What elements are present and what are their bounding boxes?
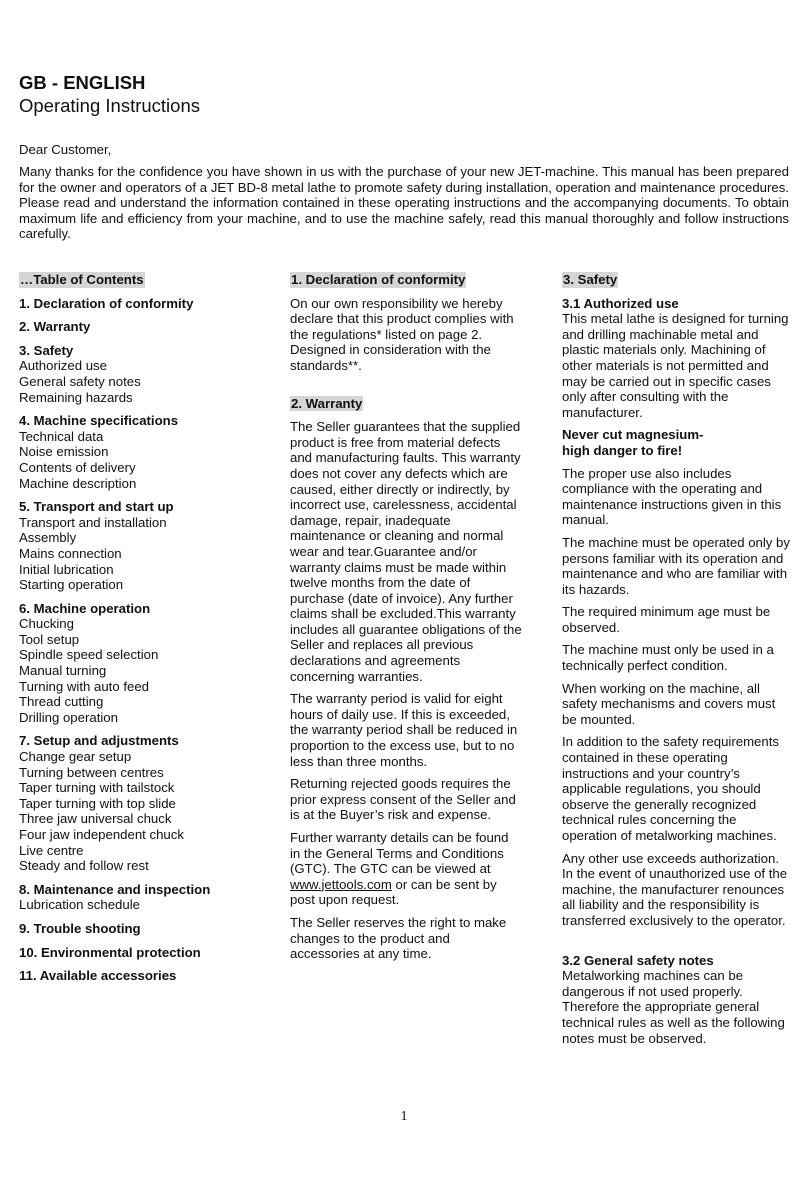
document-header	[19, 72, 789, 117]
toc-item[interactable]: Taper turning with tailstock	[19, 780, 175, 796]
toc-item[interactable]: Lubrication schedule	[19, 897, 140, 913]
toc-item[interactable]: Turning between centres	[19, 764, 164, 780]
authorized-use-heading: 3.1 Authorized use	[562, 295, 679, 311]
warranty-paragraph-4	[290, 830, 522, 908]
toc-item[interactable]: Assembly	[19, 530, 77, 546]
safety-heading: 3. Safety	[563, 272, 618, 287]
toc-section	[19, 413, 274, 491]
warranty-paragraph-2: The warranty period is valid for eight hours of daily use. If this is exceeded, the warranty period shall be reduced in proportion to the excess use, but to no less than three months.	[290, 691, 518, 769]
toc-item[interactable]: Steady and follow rest	[19, 858, 149, 874]
warranty-paragraph-5: The Seller reserves the right to make changes to the product and accessories at any time.	[290, 914, 507, 962]
toc-item[interactable]: Contents of delivery	[19, 459, 136, 475]
warning-line-2: high danger to fire!	[562, 442, 683, 458]
toc-list	[19, 296, 274, 984]
toc-heading: …Table of Contents	[20, 272, 144, 287]
declaration-warranty-column	[290, 272, 522, 962]
declaration-body: On our own responsibility we hereby declare that this product complies with the regulations* listed on page 2. Designed in consideration with the standards**.	[290, 295, 514, 373]
safety-paragraph-3: The required minimum age must be observed.	[562, 604, 771, 635]
toc-item[interactable]: Drilling operation	[19, 709, 118, 725]
toc-section	[19, 945, 274, 961]
toc-item[interactable]: Turning with auto feed	[19, 678, 150, 694]
toc-item[interactable]: Live centre	[19, 842, 84, 858]
toc-item[interactable]: Remaining hazards	[19, 389, 133, 405]
warranty-heading: 2. Warranty	[291, 395, 363, 411]
toc-item[interactable]: Transport and installation	[19, 514, 167, 530]
toc-item[interactable]: Four jaw independent chuck	[19, 827, 184, 842]
safety-paragraph-6: In addition to the safety requirements contained in these operating instructions and your country’s applicable regulations, you should observe the generally recognized technical rules concerning the operation of metalworking machines.	[562, 734, 779, 843]
toc-section-title[interactable]: 7. Setup and adjustments	[19, 733, 179, 749]
magnesium-warning	[562, 427, 790, 458]
toc-section	[19, 343, 274, 405]
toc-section	[19, 499, 274, 593]
toc-section-title[interactable]: 9. Trouble shooting	[19, 920, 141, 936]
safety-column	[562, 272, 790, 1046]
toc-item[interactable]: Authorized use	[19, 358, 107, 374]
safety-paragraph-2: The machine must be operated only by persons familiar with its operation and maintenance and who are familiar with its hazards.	[562, 534, 790, 597]
toc-column	[19, 272, 274, 984]
toc-item[interactable]: General safety notes	[19, 373, 141, 389]
toc-item[interactable]: Three jaw universal chuck	[19, 811, 172, 827]
toc-section-title[interactable]: 1. Declaration of conformity	[19, 295, 194, 311]
toc-section	[19, 296, 274, 312]
general-safety-body: Metalworking machines can be dangerous if not used properly. Therefore the appropriate general technical rules as well as the following notes must be observed.	[562, 968, 785, 1046]
toc-section-title[interactable]: 2. Warranty	[19, 319, 91, 335]
salutation: Dear Customer,	[19, 142, 112, 157]
safety-paragraph-4: The machine must only be used in a technically perfect condition.	[562, 642, 774, 674]
toc-section	[19, 601, 274, 726]
toc-item[interactable]: Initial lubrication	[19, 561, 114, 577]
toc-section	[19, 921, 274, 937]
toc-section-title[interactable]: 4. Machine specifications	[19, 413, 179, 429]
toc-item[interactable]: Spindle speed selection	[19, 647, 159, 663]
toc-section	[19, 319, 274, 335]
toc-item[interactable]: Tool setup	[19, 631, 80, 647]
toc-section-title[interactable]: 5. Transport and start up	[19, 499, 174, 515]
toc-item[interactable]: Manual turning	[19, 663, 107, 679]
language-title: GB - ENGLISH	[19, 72, 146, 93]
safety-paragraph-5: When working on the machine, all safety mechanisms and covers must be mounted.	[562, 680, 776, 727]
toc-section	[19, 733, 274, 873]
toc-section-title[interactable]: 8. Maintenance and inspection	[19, 881, 211, 897]
toc-item[interactable]: Thread cutting	[19, 694, 104, 710]
toc-item[interactable]: Starting operation	[19, 577, 124, 593]
toc-item[interactable]: Mains connection	[19, 545, 122, 561]
declaration-heading: 1. Declaration of conformity	[291, 272, 466, 287]
authorized-use-body: This metal lathe is designed for turning and drilling machinable metal and plastic materials only. Machining of other materials is not permitted and may be carried out in specific cases only after consulting with the manufacturer.	[562, 311, 789, 420]
warranty-p4-text-end: or can be sent by post upon request.	[290, 876, 497, 908]
toc-item[interactable]: Taper turning with top slide	[19, 795, 176, 811]
toc-section	[19, 882, 274, 913]
toc-section	[19, 968, 274, 984]
warranty-p4-text: Further warranty details can be found in the General Terms and Conditions (GTC). The GTC can be viewed at	[290, 830, 509, 877]
toc-item[interactable]: Change gear setup	[19, 749, 132, 765]
document-subtitle: Operating Instructions	[19, 95, 200, 116]
warning-line-1: Never cut magnesium-	[562, 427, 704, 443]
safety-paragraph-1: The proper use also includes compliance with the operating and maintenance instructions given in this manual.	[562, 465, 782, 528]
warranty-paragraph-3: Returning rejected goods requires the prior express consent of the Seller and is at the Buyer’s risk and expense.	[290, 776, 516, 823]
toc-section-title[interactable]: 11. Available accessories	[19, 968, 177, 984]
warranty-paragraph-1: The Seller guarantees that the supplied product is free from material defects and manufacturing faults. This warranty does not cover any defects which are caused, either directly or indirectly, by incorrect use, carelessness, accidental damage, repair, inadequate maintenance or cleaning and normal wear and tear.Guarantee and/or warranty claims must be made within twelve months from the date of purchase (date of invoice). Any further claims shall be excluded.This warranty includes all guarantee obligations of the Seller and replaces all previous declarations and agreements concerning warranties.	[290, 419, 522, 684]
toc-item[interactable]: Noise emission	[19, 444, 109, 460]
safety-paragraph-7: Any other use exceeds authorization. In the event of unauthorized use of the machine, the manufacturer renounces all liability and the responsibility is transferred exclusively to the operator.	[562, 850, 788, 928]
page-number: 1	[400, 1109, 408, 1124]
toc-section-title[interactable]: 10. Environmental protection	[19, 944, 201, 960]
intro-paragraph: Many thanks for the confidence you have shown in us with the purchase of your new JET-machine. This manual has been prepared for the owner and operators of a JET BD-8 metal lathe to promote safety during installation, operation and maintenance procedures. Please read and understand the information contained in these operating instructions and the accompanying documents. To obtain maximum life and efficiency from your machine, and to use the machine safely, read this manual thoroughly and follow instructions carefully.	[19, 164, 789, 242]
toc-section-title[interactable]: 3. Safety	[19, 342, 74, 358]
jettools-link[interactable]: www.jettools.com	[290, 876, 392, 892]
toc-item[interactable]: Chucking	[19, 616, 74, 632]
general-safety-heading: 3.2 General safety notes	[562, 952, 714, 968]
toc-item[interactable]: Technical data	[19, 428, 104, 444]
toc-item[interactable]: Machine description	[19, 475, 137, 491]
toc-section-title[interactable]: 6. Machine operation	[19, 600, 151, 616]
